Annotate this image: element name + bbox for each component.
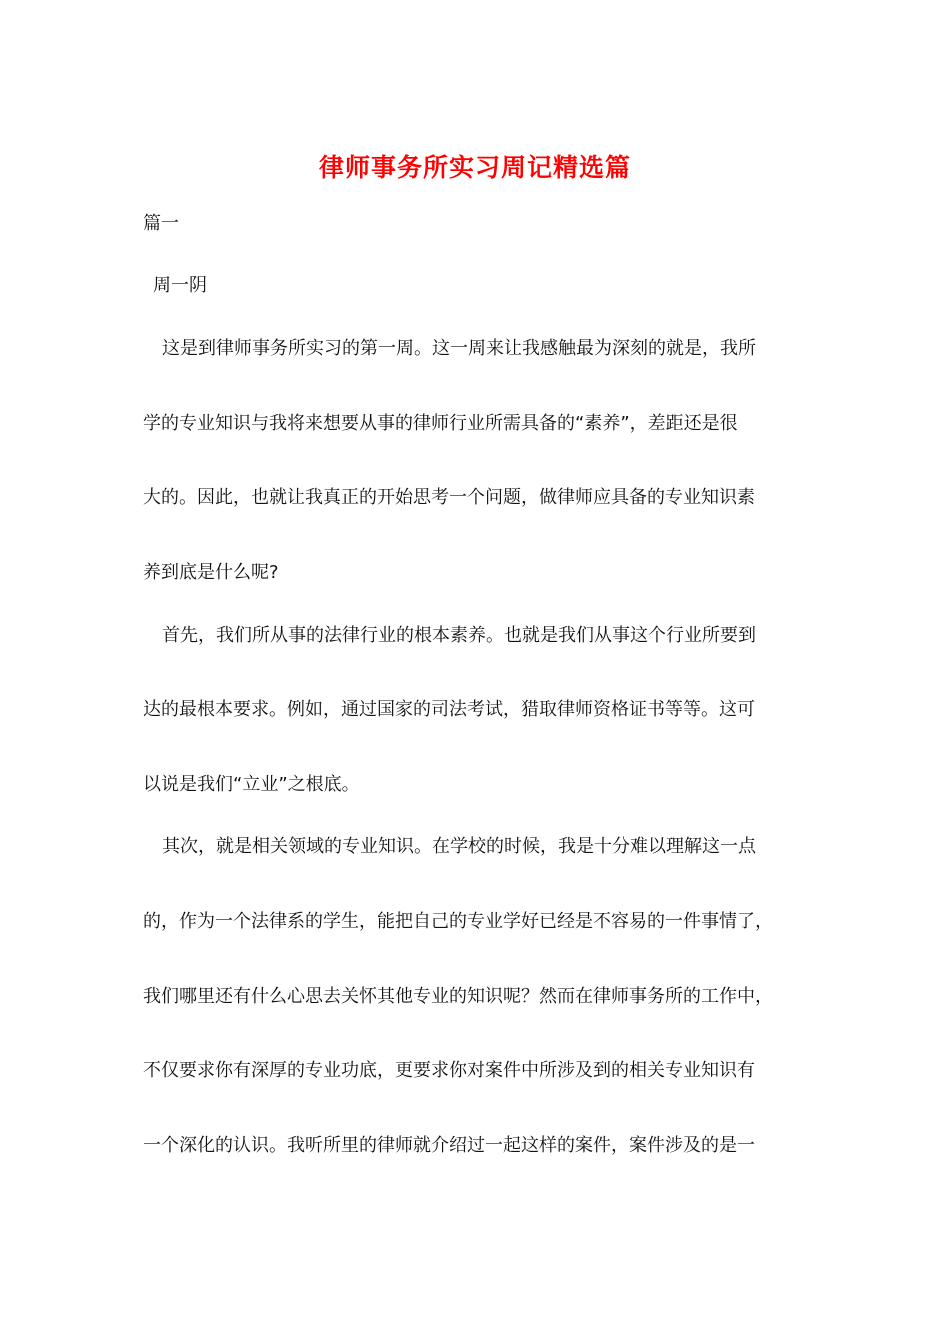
paragraph-line: 大的。因此，也就让我真正的开始思考一个问题，做律师应具备的专业知识素 bbox=[143, 487, 755, 508]
paragraph-line: 这是到律师事务所实习的第一周。这一周来让我感触最为深刻的就是，我所 bbox=[162, 338, 756, 359]
paragraph-line: 其次，就是相关领域的专业知识。在学校的时候，我是十分难以理解这一点 bbox=[162, 836, 756, 857]
paragraph-line: 首先，我们所从事的法律行业的根本素养。也就是我们从事这个行业所要到 bbox=[162, 625, 756, 646]
section-heading: 篇一 bbox=[143, 213, 179, 234]
paragraph-line: 养到底是什么呢? bbox=[143, 562, 279, 583]
paragraph-line: 不仅要求你有深厚的专业功底，更要求你对案件中所涉及到的相关专业知识有 bbox=[143, 1060, 755, 1081]
paragraph-line: 的，作为一个法律系的学生，能把自己的专业学好已经是不容易的一件事情了， bbox=[143, 911, 773, 932]
paragraph-line: 达的最根本要求。例如，通过国家的司法考试，猎取律师资格证书等等。这可 bbox=[143, 699, 755, 720]
weekday-weather: 周一阴 bbox=[153, 275, 207, 296]
paragraph-line: 学的专业知识与我将来想要从事的律师行业所需具备的“素养”，差距还是很 bbox=[143, 413, 738, 434]
document-title: 律师事务所实习周记精选篇 bbox=[318, 153, 631, 182]
paragraph-line: 我们哪里还有什么心思去关怀其他专业的知识呢？然而在律师事务所的工作中， bbox=[143, 986, 773, 1007]
paragraph-line: 以说是我们“立业”之根底。 bbox=[143, 774, 360, 795]
paragraph-line: 一个深化的认识。我听所里的律师就介绍过一起这样的案件，案件涉及的是一 bbox=[143, 1135, 755, 1156]
